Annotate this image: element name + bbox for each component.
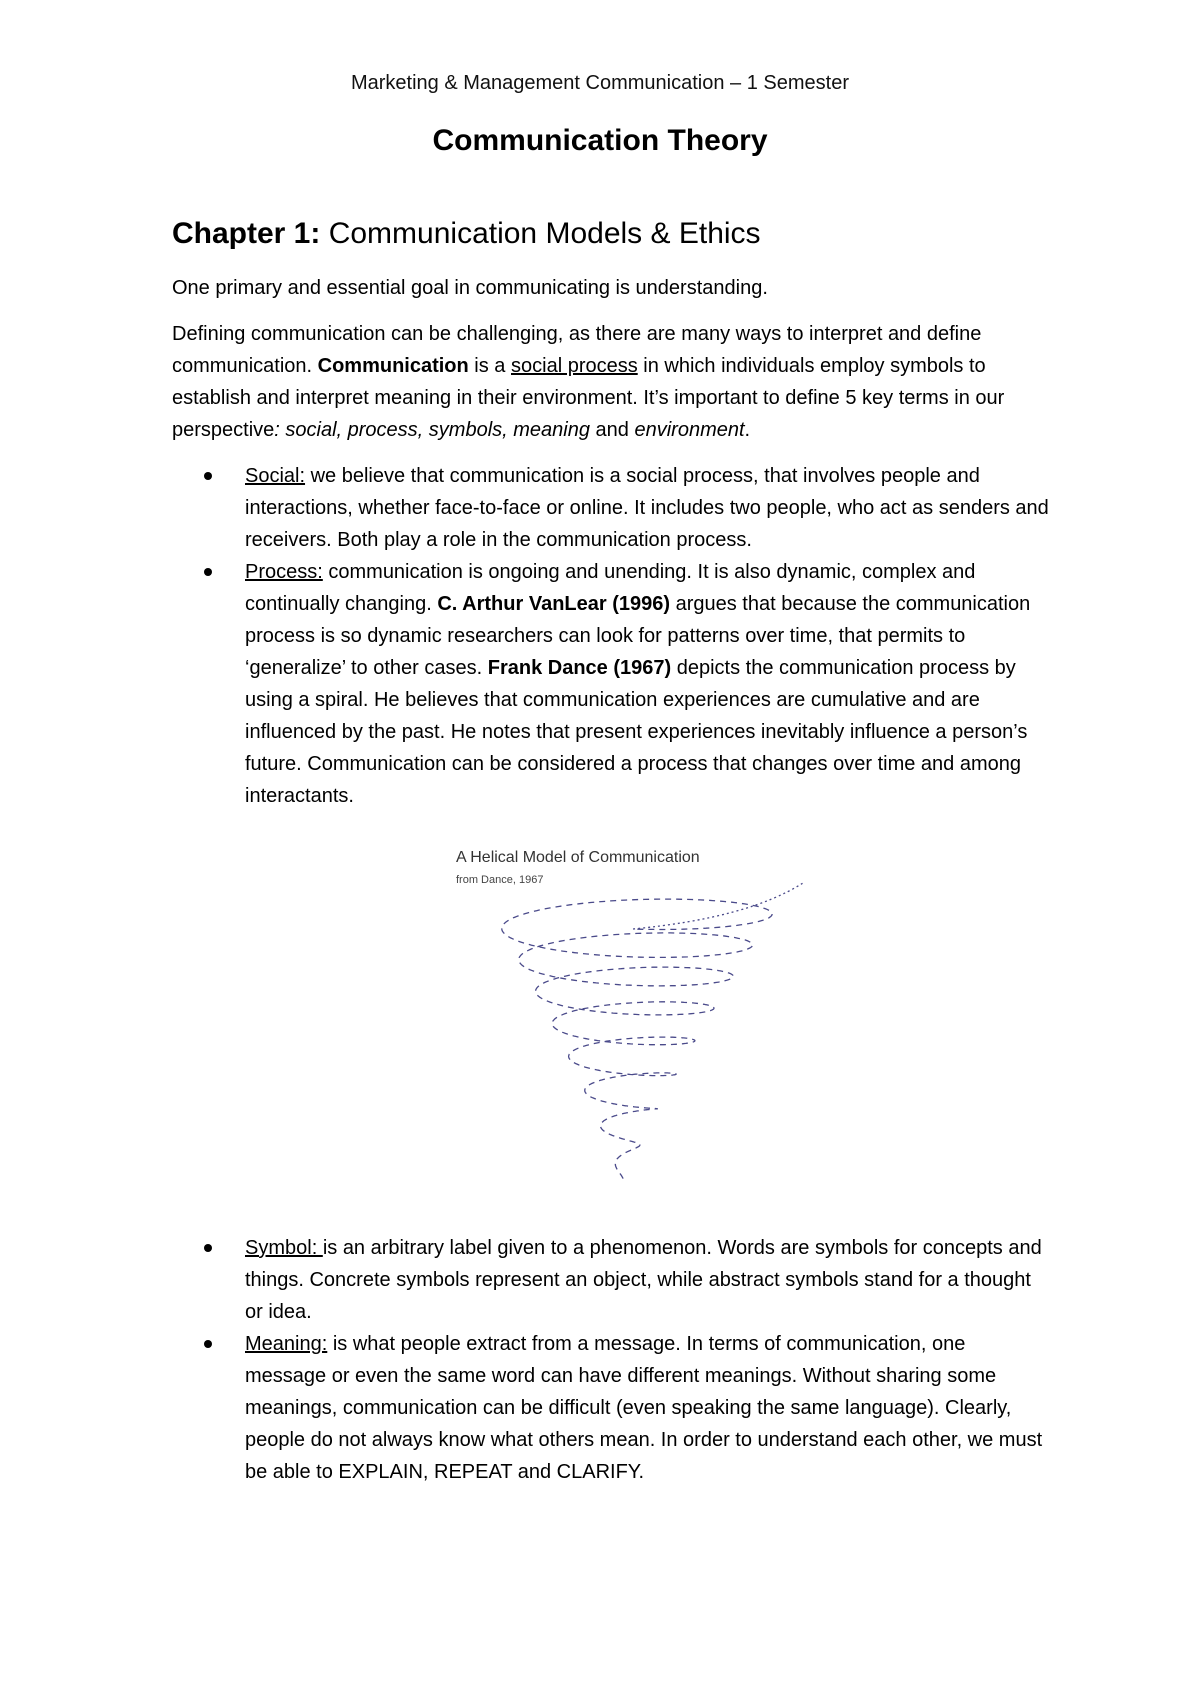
chapter-name: Communication Models & Ethics xyxy=(328,217,761,250)
process-text-2: argues that because the communication process is so dynamic researchers can look for patterns over time, that permits to ‘generalize’ to other cases. xyxy=(245,593,1031,679)
key-terms-list-a xyxy=(172,460,1052,812)
definition-and: and xyxy=(589,419,635,441)
bullet-dot xyxy=(204,1340,212,1348)
definition-underlined-term: social process xyxy=(511,355,638,377)
definition-text-2: is a xyxy=(468,355,511,377)
document-body xyxy=(172,214,1052,1488)
document-title: Communication Theory xyxy=(432,124,768,157)
helical-model-figure xyxy=(448,842,868,1202)
term-meaning: Meaning: xyxy=(245,1333,328,1355)
bullet-dot xyxy=(204,568,212,576)
helix-spiral-path xyxy=(502,899,772,1179)
bullet-dot xyxy=(204,1244,212,1252)
intro-paragraph: One primary and essential goal in communicating is understanding. xyxy=(172,277,768,299)
figure-subtitle: from Dance, 1967 xyxy=(456,874,544,886)
list-item-symbol xyxy=(172,1232,1052,1328)
definition-end: . xyxy=(744,419,751,441)
term-process: Process: xyxy=(245,561,323,583)
term-symbol: Symbol: xyxy=(245,1237,323,1259)
chapter-label: Chapter 1: xyxy=(172,217,321,250)
list-item-social xyxy=(172,460,1052,556)
key-terms-list-b xyxy=(172,1232,1052,1488)
citation-dance: Frank Dance (1967) xyxy=(487,657,672,679)
bullet-dot xyxy=(204,472,212,480)
process-text-1: communication is ongoing and unending. It is also dynamic, complex and continually changing. xyxy=(245,561,976,615)
definition-text-1: Defining communication can be challenging, as there are many ways to interpret and define communication. xyxy=(172,323,982,377)
term-social: Social: xyxy=(245,465,306,487)
chapter-heading xyxy=(172,214,1052,254)
definition-text-3: in which individuals employ symbols to establish and interpret meaning in their environment. It’s important to define 5 key terms in our perspective xyxy=(172,355,1005,441)
figure-title: A Helical Model of Communication xyxy=(456,849,700,866)
definition-bold-term: Communication xyxy=(317,355,469,377)
helix-spiral-diagram xyxy=(448,878,868,1198)
page-header: Marketing & Management Communication – 1 Semester xyxy=(350,72,849,94)
term-symbol-text: is an arbitrary label given to a phenomenon. Words are symbols for concepts and things. Concrete symbols represent an object, while abstract symbols stand for a thought or idea. xyxy=(245,1237,1042,1323)
definition-last-term: environment xyxy=(634,419,745,441)
term-social-text: we believe that communication is a social process, that involves people and interactions, whether face-to-face or online. It includes two people, who act as senders and receivers. Both play a role in the communication process. xyxy=(245,465,1049,551)
helix-tail-path xyxy=(633,883,803,929)
definition-paragraph xyxy=(172,318,1052,446)
list-item-meaning xyxy=(172,1328,1052,1488)
term-meaning-text: is what people extract from a message. In terms of communication, one message or even the same word can have different meanings. Without sharing some meanings, communication can be difficult (even speaking the same language). Clearly, people do not always know what others mean. In order to understand each other, we must be able to EXPLAIN, REPEAT and CLARIFY. xyxy=(245,1333,1043,1483)
definition-colon: : xyxy=(274,419,286,441)
definition-terms: social, process, symbols, meaning xyxy=(285,419,590,441)
citation-vanlear: C. Arthur VanLear (1996) xyxy=(437,593,671,615)
list-item-process xyxy=(172,556,1052,812)
process-text-3: depicts the communication process by using a spiral. He believes that communication experiences are cumulative and are influenced by the past. He notes that present experiences inevitably influence a person’s future. Communication can be considered a process that changes over time and among interactants. xyxy=(245,657,1028,807)
